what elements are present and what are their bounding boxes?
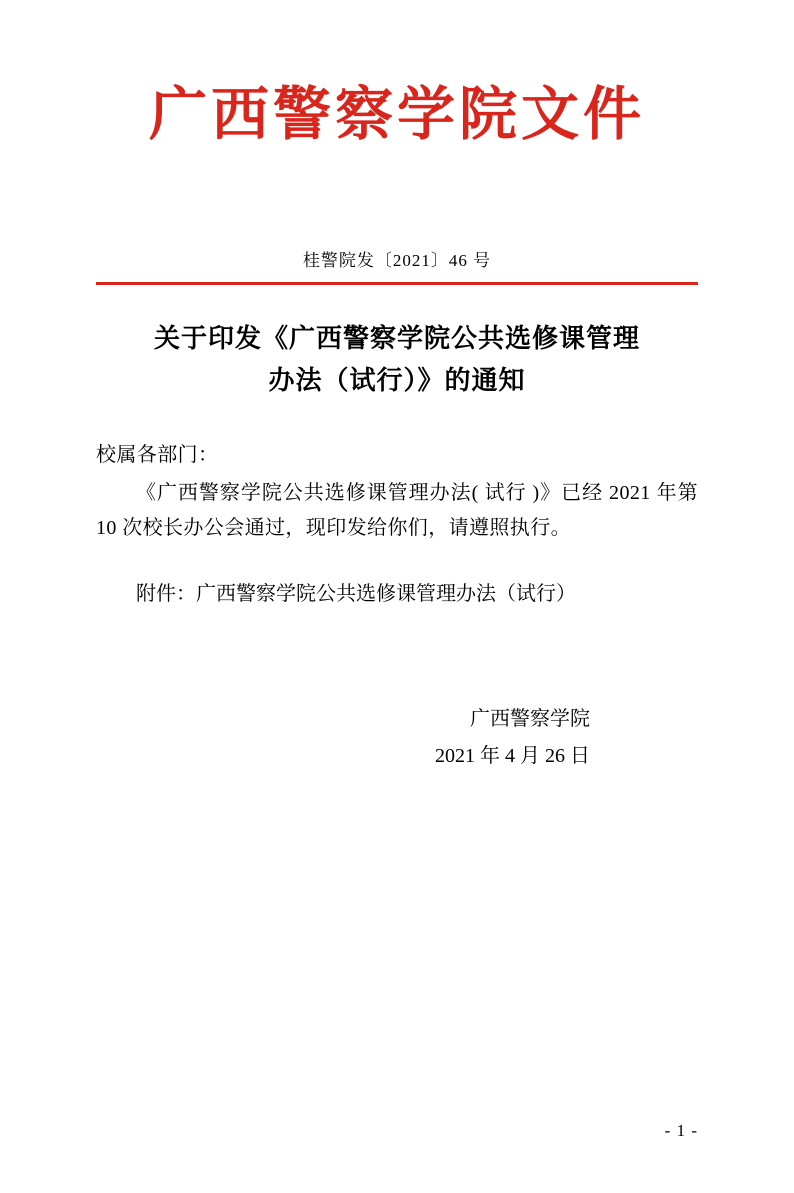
salutation: 校属各部门： (96, 444, 219, 467)
document-subject-line-1: 关于印发《广西警察学院公共选修课管理 (153, 324, 640, 353)
body-paragraph: 《广西警察学院公共选修课管理办法( 试行 )》已经 2021 年第 10 次校长办公会通过，现印发给你们，请遵照执行。 (96, 481, 698, 540)
document-body (96, 438, 698, 547)
page-number: - 1 - (664, 1121, 698, 1140)
document-number: 桂警院发〔2021〕46 号 (302, 251, 492, 270)
red-divider-rule (96, 282, 698, 285)
document-subject-line-2: 办法（试行）》的通知 (268, 366, 526, 396)
attachment-line: 附件：广西警察学院公共选修课管理办法（试行） (136, 583, 576, 605)
document-subject (96, 318, 698, 402)
signature-date: 2021 年 4 月 26 日 (435, 744, 590, 767)
signer-name: 广西警察学院 (470, 707, 590, 730)
signature-block (96, 701, 698, 775)
document-header-title: 广西警察学院文件 (148, 80, 645, 148)
document-page (0, 80, 794, 1193)
